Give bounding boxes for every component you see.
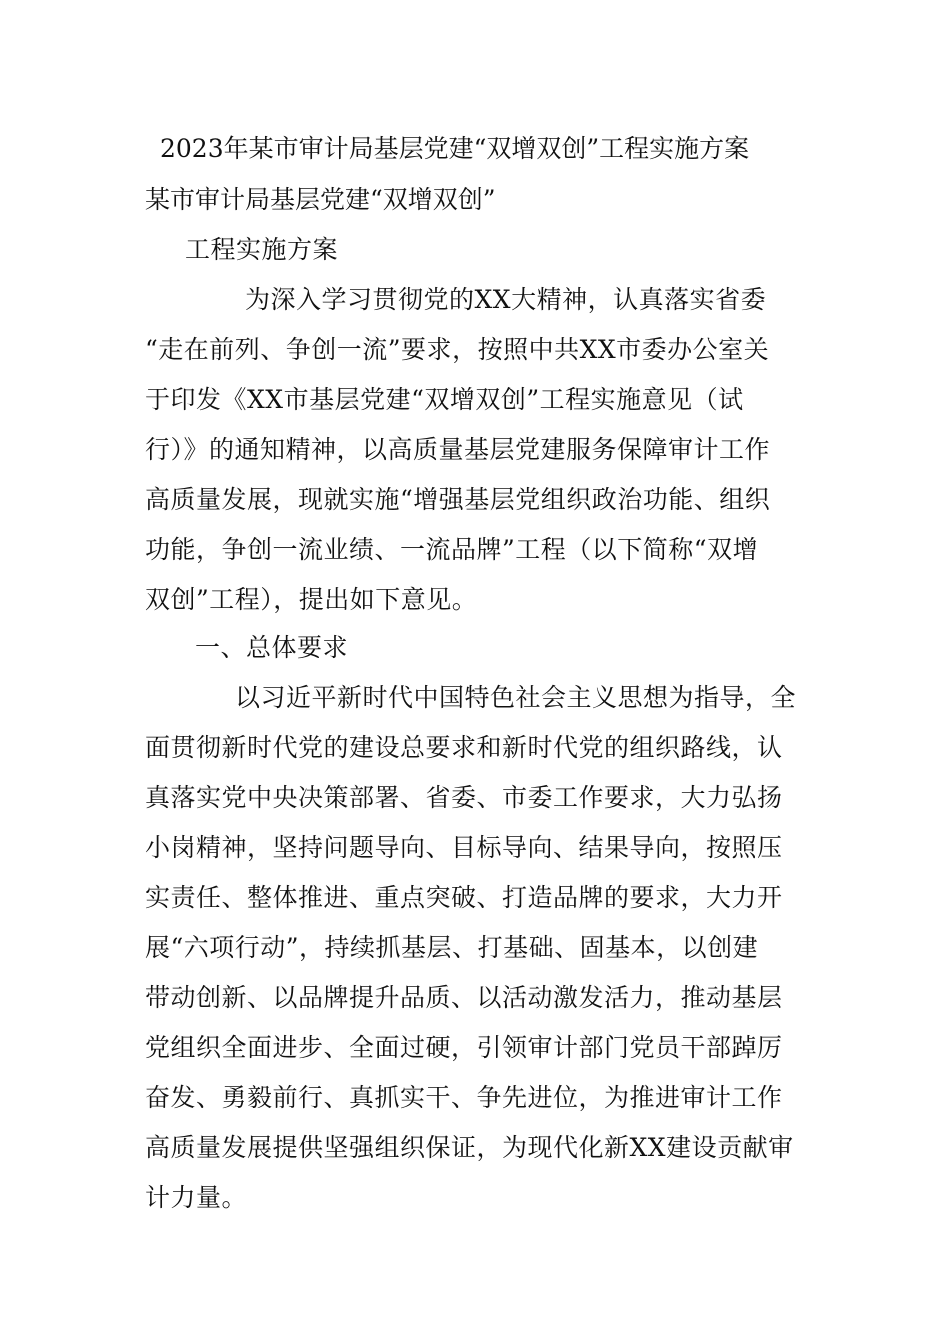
section-heading: 一、总体要求 (195, 633, 349, 662)
intro-line: 双创”工程），提出如下意见。 (145, 585, 478, 614)
document-title-line-2: 某市审计局基层党建“双增双创” (145, 185, 496, 214)
section-line: 小岗精神，坚持问题导向、目标导向、结果导向，按照压 (145, 833, 783, 862)
section-line: 面贯彻新时代党的建设总要求和新时代党的组织路线，认 (145, 733, 783, 762)
intro-line: 行）》的通知精神，以高质量基层党建服务保障审计工作 (145, 435, 771, 464)
document-title-line-1: 2023年某市审计局基层党建“双增双创”工程实施方案 (160, 134, 750, 163)
section-line: 展“六项行动”，持续抓基层、打基础、固基本，以创建 (145, 933, 759, 962)
section-line: 计力量。 (145, 1183, 248, 1212)
section-line: 高质量发展提供坚强组织保证，为现代化新XX建设贡献审 (145, 1133, 794, 1162)
intro-line: 功能，争创一流业绩、一流品牌”工程（以下简称“双增 (145, 535, 759, 564)
section-line: 实责任、整体推进、重点突破、打造品牌的要求，大力开 (145, 883, 783, 912)
section-line: 带动创新、以品牌提升品质、以活动激发活力，推动基层 (145, 983, 783, 1012)
intro-line: “走在前列、争创一流”要求，按照中共XX市委办公室关 (145, 335, 770, 364)
intro-line: 高质量发展，现就实施“增强基层党组织政治功能、组织 (145, 485, 771, 514)
section-line: 党组织全面进步、全面过硬，引领审计部门党员干部踔厉 (145, 1033, 783, 1062)
section-line: 以习近平新时代中国特色社会主义思想为指导，全 (235, 683, 797, 712)
intro-line: 为深入学习贯彻党的XX大精神，认真落实省委 (245, 285, 767, 314)
intro-line: 于印发《XX市基层党建“双增双创”工程实施意见（试 (145, 385, 744, 414)
section-line: 真落实党中央决策部署、省委、市委工作要求，大力弘扬 (145, 783, 783, 812)
document-title-line-3: 工程实施方案 (185, 235, 339, 264)
section-line: 奋发、勇毅前行、真抓实干、争先进位，为推进审计工作 (145, 1083, 783, 1112)
